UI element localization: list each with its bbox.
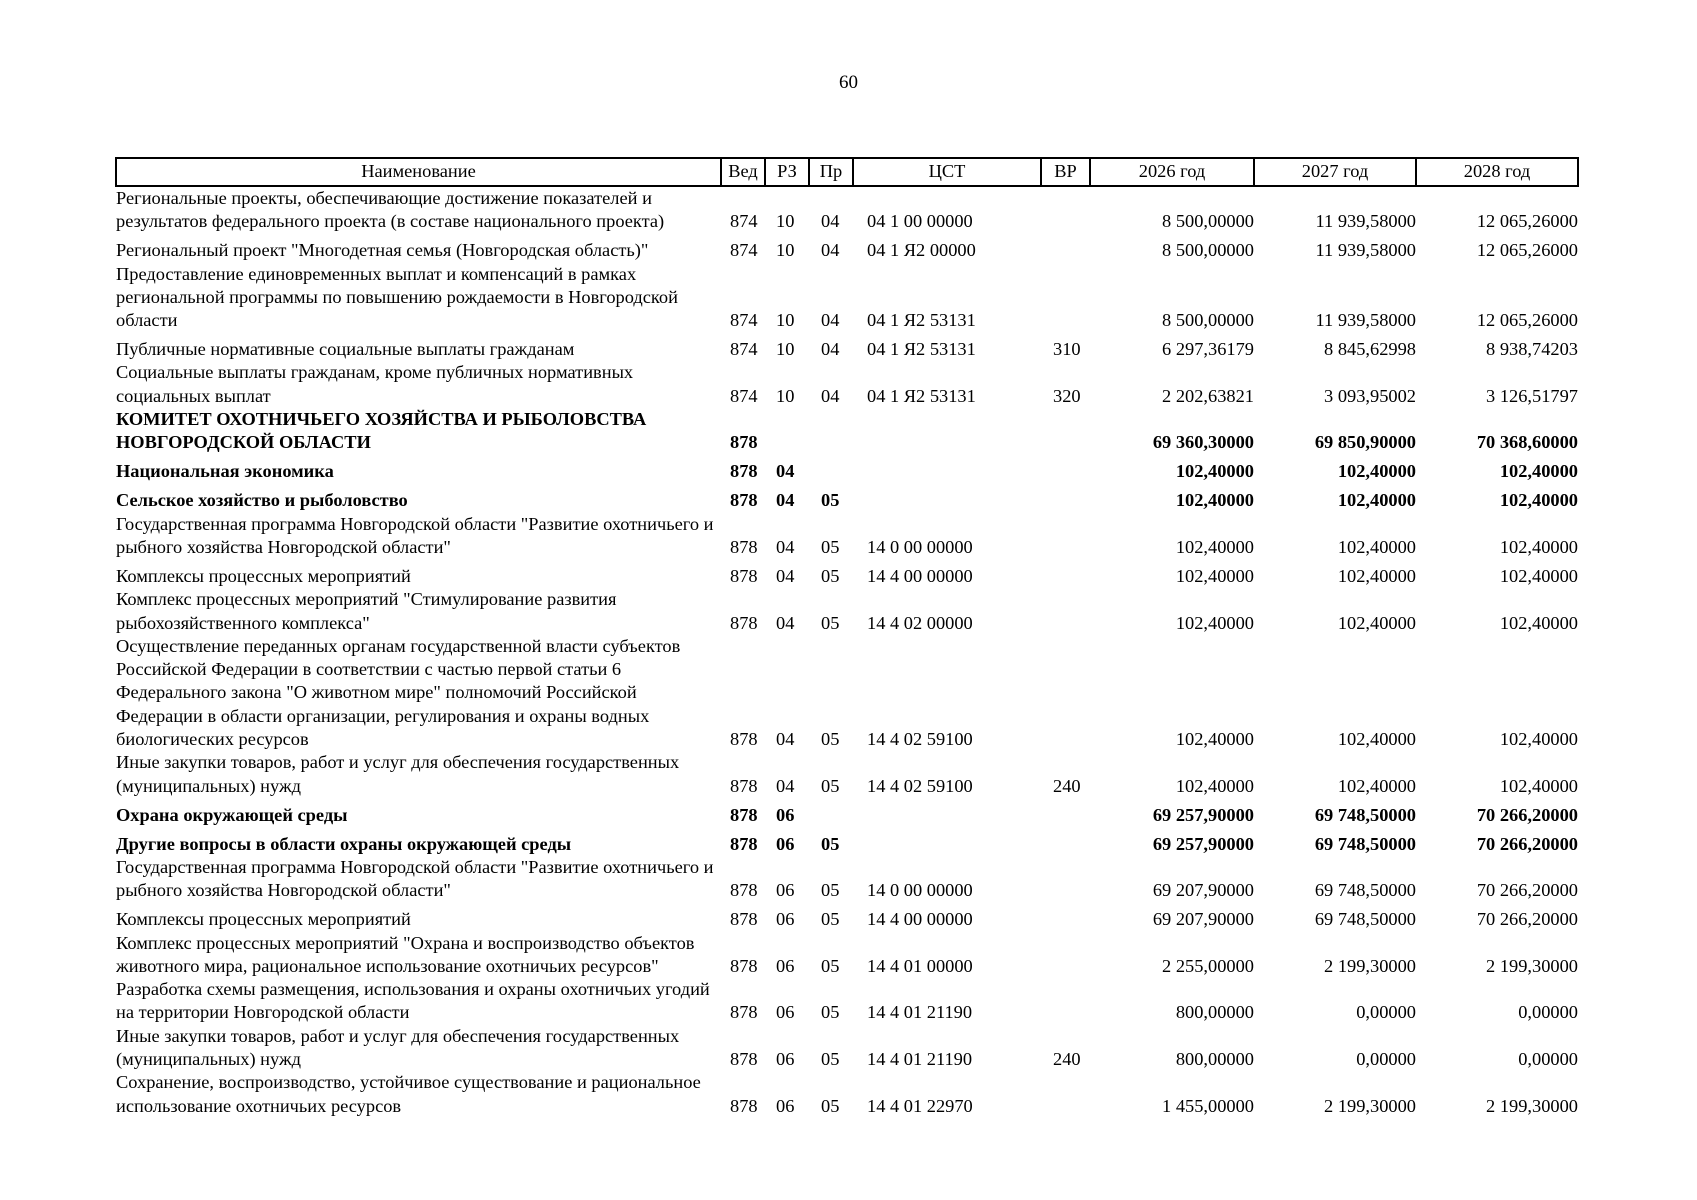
row-name: Национальная экономика — [116, 461, 334, 482]
row-pr: 05 — [821, 955, 840, 976]
row-name: Разработка схемы размещения, использования и охраны охотничьих угодий на территории Новгородской области — [116, 979, 710, 1023]
row-name: Осуществление переданных органам государственной власти субъектов Российской Федерации в соответствии с частью первой статьи 6 Федерального закона "О животном мире" полномочий Российской Федерации в области организации, регулирования и охраны водных биологических ресурсов — [116, 635, 681, 750]
row-value-2026: 69 257,90000 — [1152, 804, 1254, 825]
row-value-2026: 69 207,90000 — [1152, 909, 1254, 930]
row-ved: 878 — [730, 612, 758, 633]
row-vr — [1041, 635, 1090, 751]
table-row — [116, 234, 1578, 263]
row-value-2027: 102,40000 — [1337, 729, 1416, 750]
row-rz: 10 — [776, 385, 795, 406]
row-vr — [1041, 408, 1090, 455]
table-row — [116, 635, 1578, 751]
row-rz: 06 — [776, 909, 795, 930]
column-header-2028: 2028 год — [1416, 158, 1578, 186]
row-ved: 878 — [730, 909, 758, 930]
row-value-2027: 69 850,90000 — [1314, 432, 1416, 453]
row-ved: 878 — [730, 804, 758, 825]
row-rz: 06 — [776, 880, 795, 901]
row-value-2028: 12 065,26000 — [1476, 310, 1578, 331]
row-pr: 04 — [821, 211, 840, 232]
row-cst: 14 0 00 00000 — [867, 536, 973, 557]
row-value-2028: 102,40000 — [1499, 612, 1578, 633]
column-header-ved: Вед — [721, 158, 765, 186]
row-cst: 14 4 00 00000 — [867, 565, 973, 586]
table-body — [116, 186, 1578, 1118]
row-rz: 04 — [776, 612, 795, 633]
row-value-2026: 2 255,00000 — [1162, 955, 1254, 976]
row-value-2026: 8 500,00000 — [1162, 310, 1254, 331]
row-value-2027: 102,40000 — [1337, 461, 1416, 482]
row-name: Предоставление единовременных выплат и компенсаций в рамках региональной программы по повышению рождаемости в Новгородской области — [116, 263, 678, 331]
row-cst: 04 1 Я2 53131 — [867, 385, 976, 406]
row-value-2028: 102,40000 — [1499, 536, 1578, 557]
row-ved: 874 — [730, 211, 758, 232]
row-cst: 14 4 02 00000 — [867, 612, 973, 633]
row-rz: 04 — [776, 490, 795, 511]
row-rz: 10 — [776, 310, 795, 331]
row-value-2028: 0,00000 — [1518, 1049, 1578, 1070]
row-pr: 04 — [821, 339, 840, 360]
row-value-2027: 2 199,30000 — [1324, 955, 1416, 976]
row-pr: 05 — [821, 880, 840, 901]
row-cst: 04 1 Я2 00000 — [867, 240, 976, 261]
row-value-2028: 3 126,51797 — [1486, 385, 1578, 406]
row-value-2028: 70 266,20000 — [1476, 880, 1578, 901]
row-pr: 05 — [821, 612, 840, 633]
row-value-2026: 6 297,36179 — [1162, 339, 1254, 360]
row-ved: 874 — [730, 385, 758, 406]
row-rz: 04 — [776, 775, 795, 796]
column-header-rz: РЗ — [765, 158, 809, 186]
row-value-2026: 102,40000 — [1175, 565, 1254, 586]
row-vr — [1041, 932, 1090, 979]
row-rz: 10 — [776, 339, 795, 360]
table-row — [116, 903, 1578, 932]
table-row — [116, 856, 1578, 903]
row-value-2027: 69 748,50000 — [1314, 909, 1416, 930]
row-vr — [1041, 513, 1090, 560]
table-row — [116, 932, 1578, 979]
row-value-2026: 69 360,30000 — [1152, 432, 1254, 453]
row-ved: 878 — [730, 880, 758, 901]
row-pr: 04 — [821, 385, 840, 406]
row-name: КОМИТЕТ ОХОТНИЧЬЕГО ХОЗЯЙСТВА И РЫБОЛОВСТВА НОВГОРОДСКОЙ ОБЛАСТИ — [116, 409, 647, 453]
column-header-2027: 2027 год — [1254, 158, 1416, 186]
column-header-2026: 2026 год — [1090, 158, 1254, 186]
row-value-2027: 11 939,58000 — [1315, 240, 1416, 261]
row-ved: 878 — [730, 833, 758, 854]
row-pr: 05 — [821, 1002, 840, 1023]
row-value-2026: 102,40000 — [1175, 729, 1254, 750]
row-value-2026: 800,00000 — [1175, 1049, 1254, 1070]
row-ved: 878 — [730, 565, 758, 586]
row-name: Охрана окружающей среды — [116, 804, 348, 825]
table-header-row — [116, 158, 1578, 186]
row-vr — [1041, 588, 1090, 635]
row-value-2028: 2 199,30000 — [1486, 955, 1578, 976]
column-header-cst: ЦСТ — [853, 158, 1041, 186]
row-cst: 14 0 00 00000 — [867, 880, 973, 901]
row-value-2028: 2 199,30000 — [1486, 1095, 1578, 1116]
row-value-2026: 69 207,90000 — [1152, 880, 1254, 901]
row-value-2026: 8 500,00000 — [1162, 211, 1254, 232]
row-cst: 04 1 00 00000 — [867, 211, 973, 232]
row-rz: 06 — [776, 804, 795, 825]
row-value-2027: 8 845,62998 — [1324, 339, 1416, 360]
row-value-2028: 70 266,20000 — [1476, 909, 1578, 930]
row-ved: 878 — [730, 432, 758, 453]
row-cst — [853, 798, 1041, 827]
row-name: Сельское хозяйство и рыболовство — [116, 490, 408, 511]
table-row — [116, 186, 1578, 234]
row-name: Комплекс процессных мероприятий "Стимулирование развития рыбохозяйственного комплекса" — [116, 589, 617, 633]
row-cst — [853, 827, 1041, 856]
row-cst: 14 4 01 22970 — [867, 1095, 973, 1116]
row-name: Сохранение, воспроизводство, устойчивое существование и рациональное использование охотничьих ресурсов — [116, 1072, 701, 1116]
row-name: Иные закупки товаров, работ и услуг для обеспечения государственных (муниципальных) нужд — [116, 752, 680, 796]
row-name: Другие вопросы в области охраны окружающей среды — [116, 833, 572, 854]
row-value-2028: 70 266,20000 — [1476, 804, 1578, 825]
row-vr — [1041, 455, 1090, 484]
row-name: Комплексы процессных мероприятий — [116, 909, 411, 930]
row-rz: 04 — [776, 729, 795, 750]
row-cst: 14 4 02 59100 — [867, 729, 973, 750]
row-vr — [1041, 978, 1090, 1025]
row-vr — [1041, 263, 1090, 333]
column-header-name: Наименование — [116, 158, 721, 186]
row-value-2027: 69 748,50000 — [1314, 833, 1416, 854]
row-value-2028: 70 266,20000 — [1476, 833, 1578, 854]
row-rz: 04 — [776, 565, 795, 586]
row-cst: 04 1 Я2 53131 — [867, 310, 976, 331]
table-row — [116, 827, 1578, 856]
row-value-2026: 102,40000 — [1175, 775, 1254, 796]
row-value-2026: 102,40000 — [1175, 536, 1254, 557]
row-name: Иные закупки товаров, работ и услуг для обеспечения государственных (муниципальных) нужд — [116, 1025, 680, 1070]
row-pr: 04 — [821, 240, 840, 261]
table-row — [116, 1071, 1578, 1118]
row-value-2028: 0,00000 — [1518, 1002, 1578, 1023]
table-row — [116, 484, 1578, 513]
row-pr: 05 — [821, 1049, 840, 1070]
row-pr — [809, 455, 853, 484]
row-pr — [809, 798, 853, 827]
row-cst: 14 4 01 21190 — [867, 1049, 973, 1070]
row-value-2027: 0,00000 — [1356, 1049, 1416, 1070]
row-pr: 05 — [821, 1095, 840, 1116]
row-value-2027: 102,40000 — [1337, 490, 1416, 511]
row-pr: 04 — [821, 310, 840, 331]
row-cst — [853, 455, 1041, 484]
row-value-2028: 12 065,26000 — [1476, 211, 1578, 232]
table-row — [116, 588, 1578, 635]
row-name: Социальные выплаты гражданам, кроме публичных нормативных социальных выплат — [116, 362, 634, 406]
row-name: Комплексы процессных мероприятий — [116, 565, 411, 586]
column-header-vr: ВР — [1041, 158, 1090, 186]
table-row — [116, 978, 1578, 1025]
row-value-2026: 800,00000 — [1175, 1002, 1254, 1023]
row-rz: 06 — [776, 1002, 795, 1023]
table-row — [116, 513, 1578, 560]
row-ved: 878 — [730, 775, 758, 796]
row-vr — [1041, 234, 1090, 263]
row-pr — [809, 408, 853, 455]
row-value-2027: 3 093,95002 — [1324, 385, 1416, 406]
row-value-2028: 70 368,60000 — [1476, 432, 1578, 453]
page-number: 60 — [839, 72, 858, 93]
row-rz: 04 — [776, 461, 795, 482]
row-value-2026: 8 500,00000 — [1162, 240, 1254, 261]
row-ved: 878 — [730, 461, 758, 482]
row-value-2027: 102,40000 — [1337, 536, 1416, 557]
row-value-2027: 102,40000 — [1337, 565, 1416, 586]
row-ved: 878 — [730, 536, 758, 557]
row-cst: 14 4 02 59100 — [867, 775, 973, 796]
row-ved: 878 — [730, 1095, 758, 1116]
row-pr: 05 — [821, 909, 840, 930]
row-vr — [1041, 186, 1090, 234]
row-rz: 06 — [776, 833, 795, 854]
row-name: Публичные нормативные социальные выплаты гражданам — [116, 339, 575, 360]
row-rz — [765, 408, 809, 455]
row-value-2026: 102,40000 — [1175, 612, 1254, 633]
row-rz: 04 — [776, 536, 795, 557]
row-value-2027: 11 939,58000 — [1315, 211, 1416, 232]
row-vr: 320 — [1053, 385, 1081, 406]
row-cst: 14 4 01 00000 — [867, 955, 973, 976]
row-vr — [1041, 1071, 1090, 1118]
row-cst: 04 1 Я2 53131 — [867, 339, 976, 360]
row-rz: 06 — [776, 1095, 795, 1116]
row-vr — [1041, 903, 1090, 932]
table-row — [116, 751, 1578, 798]
row-value-2026: 2 202,63821 — [1162, 385, 1254, 406]
row-vr — [1041, 856, 1090, 903]
row-value-2027: 102,40000 — [1337, 775, 1416, 796]
row-ved: 878 — [730, 955, 758, 976]
row-value-2028: 102,40000 — [1499, 565, 1578, 586]
table-row — [116, 408, 1578, 455]
row-value-2027: 69 748,50000 — [1314, 804, 1416, 825]
row-value-2026: 102,40000 — [1175, 490, 1254, 511]
row-value-2028: 102,40000 — [1499, 490, 1578, 511]
row-value-2028: 12 065,26000 — [1476, 240, 1578, 261]
row-value-2027: 11 939,58000 — [1315, 310, 1416, 331]
row-ved: 878 — [730, 729, 758, 750]
table-row — [116, 1025, 1578, 1072]
row-pr: 05 — [821, 775, 840, 796]
row-vr: 240 — [1053, 775, 1081, 796]
row-rz: 10 — [776, 240, 795, 261]
row-value-2028: 102,40000 — [1499, 775, 1578, 796]
row-pr: 05 — [821, 729, 840, 750]
row-value-2026: 1 455,00000 — [1162, 1095, 1254, 1116]
row-rz: 10 — [776, 211, 795, 232]
row-vr: 310 — [1053, 339, 1081, 360]
row-name: Региональные проекты, обеспечивающие достижение показателей и результатов федерального проекта (в составе национального проекта) — [116, 188, 665, 232]
row-value-2027: 102,40000 — [1337, 612, 1416, 633]
row-value-2028: 102,40000 — [1499, 461, 1578, 482]
row-name: Государственная программа Новгородской области "Развитие охотничьего и рыбного хозяйства Новгородской области" — [116, 513, 714, 557]
row-pr: 05 — [821, 565, 840, 586]
row-name: Государственная программа Новгородской области "Развитие охотничьего и рыбного хозяйства Новгородской области" — [116, 856, 714, 901]
row-vr: 240 — [1053, 1049, 1081, 1070]
row-vr — [1041, 484, 1090, 513]
row-pr: 05 — [821, 536, 840, 557]
row-ved: 874 — [730, 339, 758, 360]
row-value-2027: 69 748,50000 — [1314, 880, 1416, 901]
row-ved: 878 — [730, 1049, 758, 1070]
row-value-2028: 8 938,74203 — [1486, 339, 1578, 360]
row-vr — [1041, 827, 1090, 856]
row-value-2028: 102,40000 — [1499, 729, 1578, 750]
row-name: Региональный проект "Многодетная семья (Новгородская область)" — [116, 240, 649, 261]
row-pr: 05 — [821, 490, 840, 511]
row-ved: 874 — [730, 310, 758, 331]
row-pr: 05 — [821, 833, 840, 854]
row-name: Комплекс процессных мероприятий "Охрана и воспроизводство объектов животного мира, рациональное использование охотничьих ресурсов" — [116, 932, 695, 976]
row-ved: 878 — [730, 490, 758, 511]
row-cst: 14 4 01 21190 — [867, 1002, 973, 1023]
column-header-pr: Пр — [809, 158, 853, 186]
budget-table — [115, 157, 1579, 1118]
row-cst — [853, 484, 1041, 513]
row-cst: 14 4 00 00000 — [867, 909, 973, 930]
row-ved: 874 — [730, 240, 758, 261]
row-rz: 06 — [776, 955, 795, 976]
row-value-2027: 0,00000 — [1356, 1002, 1416, 1023]
row-vr — [1041, 559, 1090, 588]
table-row — [116, 559, 1578, 588]
table-row — [116, 332, 1578, 361]
row-value-2027: 2 199,30000 — [1324, 1095, 1416, 1116]
row-rz: 06 — [776, 1049, 795, 1070]
row-vr — [1041, 798, 1090, 827]
row-ved: 878 — [730, 1002, 758, 1023]
row-value-2026: 69 257,90000 — [1152, 833, 1254, 854]
row-value-2026: 102,40000 — [1175, 461, 1254, 482]
table-row — [116, 263, 1578, 333]
row-cst — [853, 408, 1041, 455]
table-row — [116, 361, 1578, 408]
table-row — [116, 798, 1578, 827]
table-row — [116, 455, 1578, 484]
